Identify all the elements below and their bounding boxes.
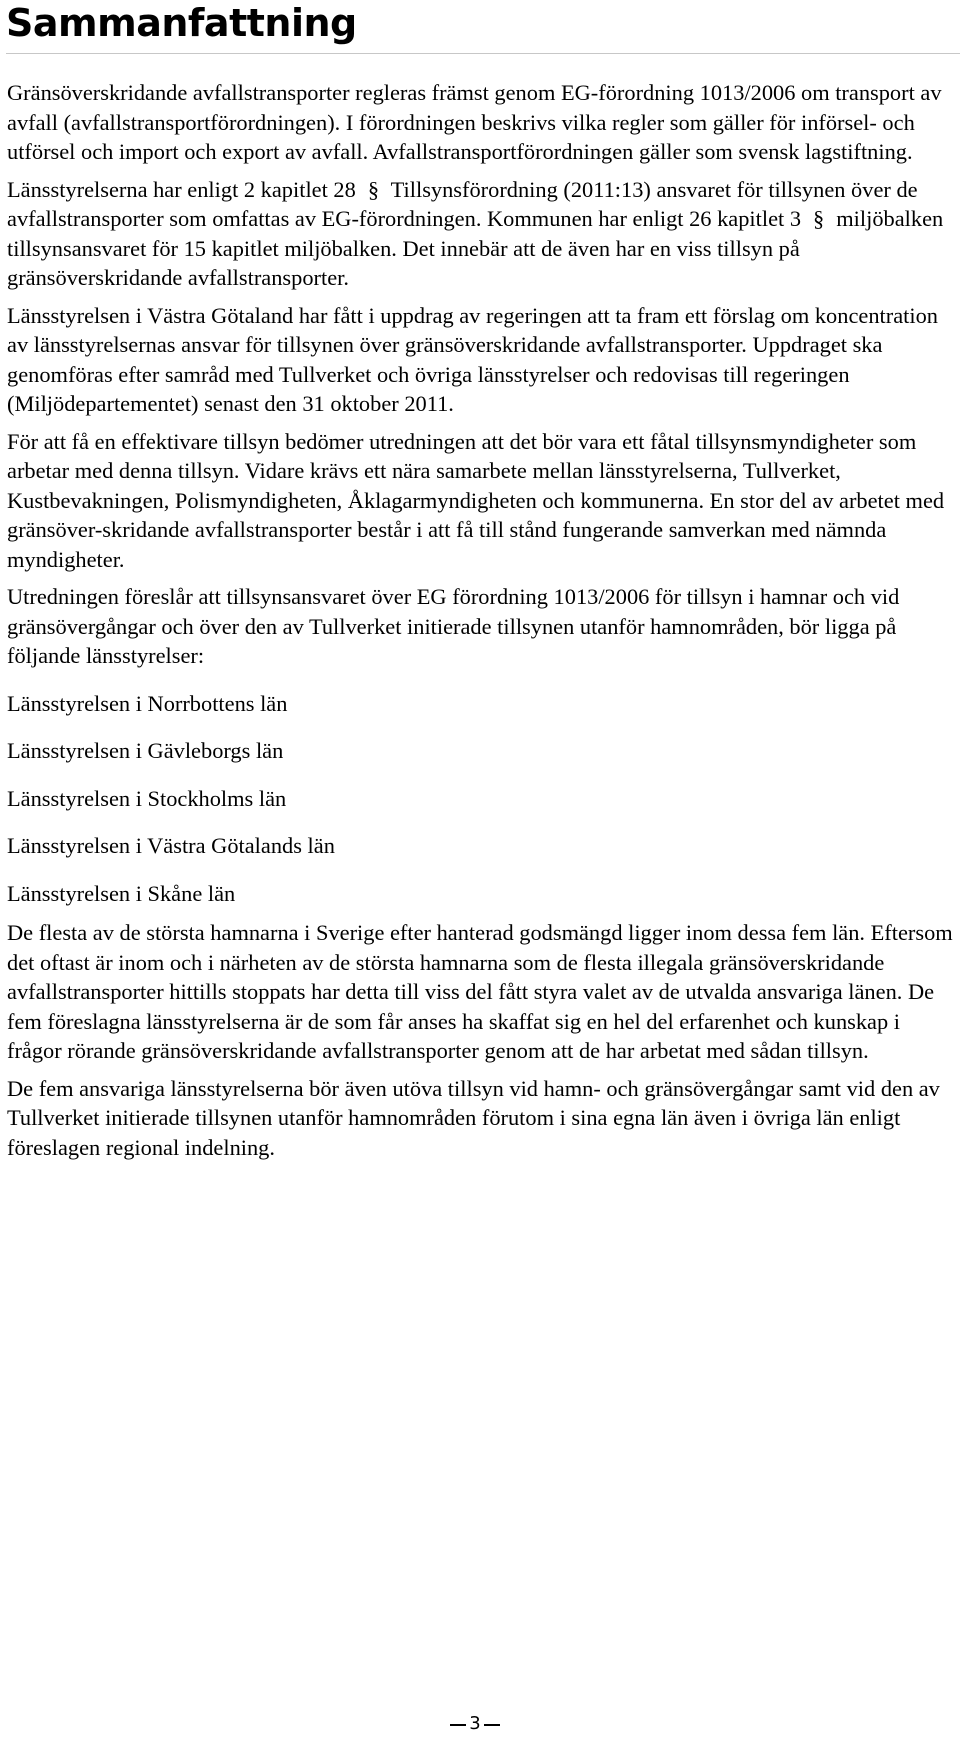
paragraph-responsibility [7,175,957,293]
paragraph-cooperation: För att få en effektivare tillsyn bedömer utredningen att det bör vara ett fåtal tillsynsmyndigheter som arbetar med denna tillsyn. Vidare krävs ett nära samarbete mellan länsstyrelserna, Tullverket, Kustbevakningen, Polismyndigheten, Åklagarmyndigheten och kommunerna. En stor del av arbetet med gränsöver-skridande avfallstransporter består i att få till stånd fungerande samverkan med nämnda myndigheter. [7,428,945,572]
section-sign: § [367,176,380,202]
paragraph-harbours: De flesta av de största hamnarna i Sverige efter hanterad godsmängd ligger inom dessa fem län. Eftersom det oftast är inom och i närheten av de största hamnarna som de flesta illegala gränsöverskridande avfallstransporter hittills stoppats har detta till viss del fått styra valet av de utvalda ansvariga länen. De fem föreslagna länsstyrelserna är de som får anses ha skaffat sig en hel del erfarenhet och kunskap i frågor rörande gränsöverskridande avfallstransporter genom att de har arbetat med sådan tillsyn. [7,920,953,1063]
footer-dash-right [484,1724,500,1726]
paragraph-responsibility-part-3: miljöbalken tillsynsansvaret för 15 kapitlet miljöbalken. Det innebär att de även har en viss tillsyn på gränsöverskridande avfallstransporter. [7,206,944,290]
heading-divider [6,53,960,54]
list-item: Länsstyrelsen i Stockholms län [7,785,287,811]
paragraph-intro: Gränsöverskridande avfallstransporter regleras främst genom EG-förordning 1013/2006 om transport av avfall (avfallstransportförordningen). I förordningen beskrivs vilka regler som gäller för införsel- och utförsel och import och export av avfall. Avfallstransportförordningen gäller som svensk lagstiftning. [7,80,942,164]
list-item: Länsstyrelsen i Västra Götalands län [7,833,335,858]
list-item: Länsstyrelsen i Skåne län [7,880,236,906]
paragraph-regional: De fem ansvariga länsstyrelserna bör även utöva tillsyn vid hamn- och gränsövergångar samt vid den av Tullverket initierade tillsynen utanför hamnområden förutom i sina egna län även i övriga län enligt föreslagen regional indelning. [7,1075,940,1160]
list-item: Länsstyrelsen i Norrbottens län [7,690,288,716]
section-sign: § [813,206,825,231]
footer-dash-left [450,1724,466,1726]
paragraph-responsibility-part-2: Tillsynsförordning (2011:13) ansvaret för tillsynen över de avfallstransporter som omfattas av EG-förordningen. Kommunen har enligt 26 kapitlet 3 [7,176,918,231]
page-footer [0,1710,960,1740]
list-item: Länsstyrelsen i Gävleborgs län [7,738,284,763]
document-body [7,78,957,1170]
paragraph-proposal: Utredningen föreslår att tillsynsansvaret över EG förordning 1013/2006 för tillsyn i hamnar och vid gränsövergångar och över den av Tullverket initierade tillsynen utanför hamnområden, bör ligga på följande länsstyrelser: [7,584,900,668]
page-heading: Sammanfattning [6,1,357,45]
paragraph-assignment: Länsstyrelsen i Västra Götaland har fått i uppdrag av regeringen att ta fram ett förslag om koncentration av länsstyrelsernas ansvar för tillsynen över gränsöverskridande avfallstransporter. Uppdraget ska genomföras efter samråd med Tullverket och övriga länsstyrelser och redovisas till regeringen (Miljödepartementet) senast den 31 oktober 2011. [7,302,938,416]
page-number: 3 [469,1713,481,1734]
paragraph-responsibility-part-1: Länsstyrelserna har enligt 2 kapitlet 28 [7,176,356,202]
